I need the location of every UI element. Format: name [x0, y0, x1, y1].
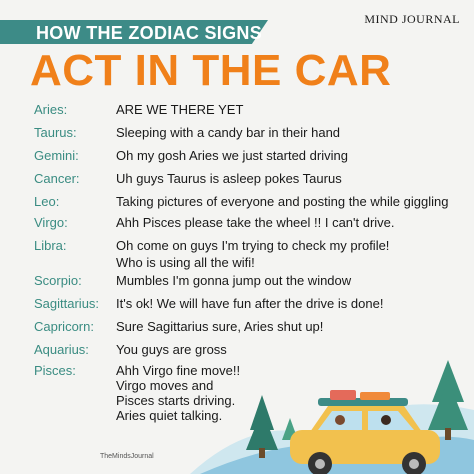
sign-label: Capricorn: — [34, 319, 94, 334]
tree-left — [246, 395, 278, 458]
sign-text: It's ok! We will have fun after the drive is done! — [116, 296, 384, 311]
sign-text: Aries quiet talking. — [116, 408, 223, 423]
sign-text: Oh come on guys I'm trying to check my profile! — [116, 238, 390, 253]
sign-text: Sleeping with a candy bar in their hand — [116, 125, 341, 140]
sign-text: Ahh Virgo fine move!! — [116, 363, 241, 378]
sign-text: Pisces starts driving. — [116, 393, 236, 408]
sign-text: Who is using all the wifi! — [116, 255, 255, 270]
sign-label: Taurus: — [34, 125, 77, 140]
car — [290, 390, 440, 474]
sign-label: Cancer: — [34, 171, 80, 186]
sign-label: Sagittarius: — [34, 296, 100, 311]
sign-text: Ahh Pisces please take the wheel !! I can't drive. — [116, 215, 395, 230]
tree-right — [428, 360, 468, 440]
sign-text: Taking pictures of everyone and posting the while giggling — [116, 194, 449, 209]
footer-credit: TheMindsJournal — [100, 453, 154, 460]
sign-text: ARE WE THERE YET — [116, 102, 244, 117]
sign-text: Mumbles I'm gonna jump out the window — [116, 273, 352, 288]
page-title: ACT IN THE CAR — [30, 46, 392, 95]
sign-text: Uh guys Taurus is asleep pokes Taurus — [116, 171, 342, 186]
sign-text: You guys are gross — [116, 342, 227, 357]
banner-text: HOW THE ZODIAC SIGNS — [36, 23, 262, 43]
brand-logo: MIND JOURNAL — [364, 12, 460, 26]
sign-label: Leo: — [34, 194, 60, 209]
sign-label: Virgo: — [34, 215, 68, 230]
sign-label: Aries: — [34, 102, 68, 117]
sign-label: Pisces: — [34, 363, 76, 378]
sign-label: Aquarius: — [34, 342, 89, 357]
sign-label: Gemini: — [34, 148, 79, 163]
sign-label: Scorpio: — [34, 273, 82, 288]
sign-text: Sure Sagittarius sure, Aries shut up! — [116, 319, 324, 334]
sign-text: Virgo moves and — [116, 378, 214, 393]
sign-text: Oh my gosh Aries we just started driving — [116, 148, 348, 163]
sign-label: Libra: — [34, 238, 67, 253]
